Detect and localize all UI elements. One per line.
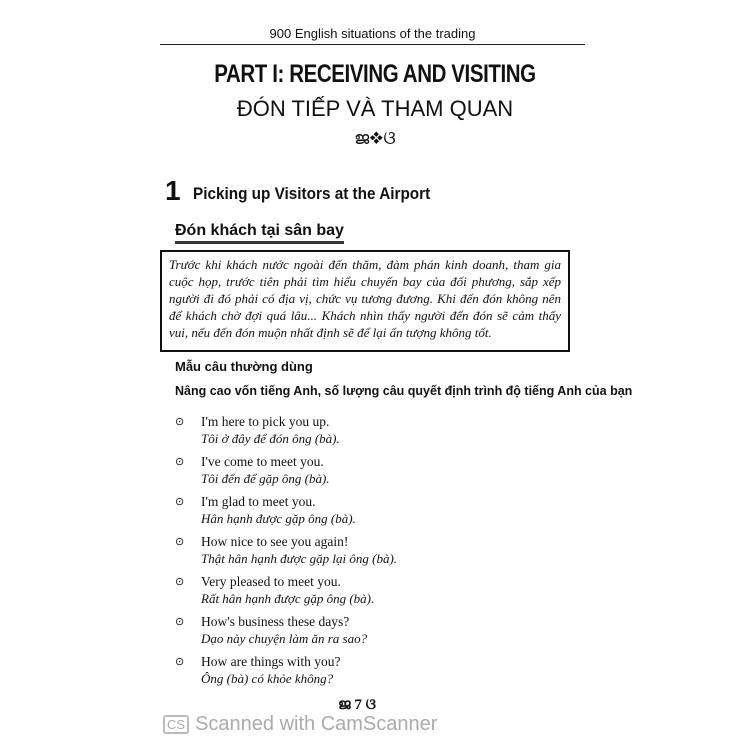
bullet-icon: ⊙ [175,576,185,588]
phrase-list [175,414,575,694]
phrase-item [175,534,575,574]
bullet-icon: ⊙ [175,656,185,668]
phrases-subheading: Nâng cao vốn tiếng Anh, số lượng câu quyết định trình độ tiếng Anh của bạn [175,384,633,398]
phrase-english: I've come to meet you. [201,454,324,469]
bullet-icon: ⊙ [175,496,185,508]
page-number: ജ 7 ଓ [338,697,376,713]
bullet-icon: ⊙ [175,616,185,628]
phrase-vietnamese: Dạo này chuyện làm ăn ra sao? [201,631,368,646]
phrase-vietnamese: Hân hạnh được gặp ông (bà). [201,511,356,526]
section-title: Picking up Visitors at the Airport [193,184,431,203]
phrase-vietnamese: Tôi đến để gặp ông (bà). [201,471,330,486]
bullet-icon: ⊙ [175,456,185,468]
phrase-english: I'm glad to meet you. [201,494,316,509]
phrase-english: How's business these days? [201,614,350,629]
phrase-vietnamese: Ông (bà) có khỏe không? [201,671,334,686]
section-number: 1 [165,175,181,206]
phrase-item [175,654,575,694]
phrase-vietnamese: Thật hân hạnh được gặp lại ông (bà). [201,551,398,566]
camscanner-watermark [163,713,437,736]
ornament-icon: ജ❖ଓ [354,128,396,148]
bullet-icon: ⊙ [175,416,185,428]
intro-box: Trước khi khách nước ngoài đến thăm, đàm phán kinh doanh, tham gia cuộc họp, trước tiên phải tìm hiểu chuyến bay của đối phương, sắp xếp người đi đó phải có địa vị, chức vụ tương đương. Khi đến đón không nên để khách chờ đợi quá lâu... Khách nhìn thấy người đến đón sẽ cảm thấy vui, nếu đến đón muộn nhất định sẽ để lại ấn tượng không tốt. [160,250,570,352]
part-title: PART I: RECEIVING AND VISITING [214,60,536,88]
phrase-item [175,494,575,534]
phrase-english: How are things with you? [201,654,341,669]
camscanner-logo-icon: CS [163,715,189,734]
phrases-heading: Mẫu câu thường dùng [175,359,313,374]
phrase-vietnamese: Tôi ở đây để đón ông (bà). [201,431,340,446]
section-subtitle: Đón khách tại sân bay [175,222,344,244]
phrase-english: How nice to see you again! [201,534,349,549]
phrase-item [175,614,575,654]
bullet-icon: ⊙ [175,536,185,548]
phrase-vietnamese: Rất hân hạnh được gặp ông (bà). [201,591,375,606]
watermark-text: Scanned with CamScanner [195,713,438,735]
phrase-item [175,574,575,614]
phrase-item [175,414,575,454]
part-title-vietnamese: ĐÓN TIẾP VÀ THAM QUAN [236,96,514,121]
phrase-english: I'm here to pick you up. [201,414,330,429]
phrase-english: Very pleased to meet you. [201,574,341,589]
running-header: 900 English situations of the trading [160,26,585,45]
phrase-item [175,454,575,494]
